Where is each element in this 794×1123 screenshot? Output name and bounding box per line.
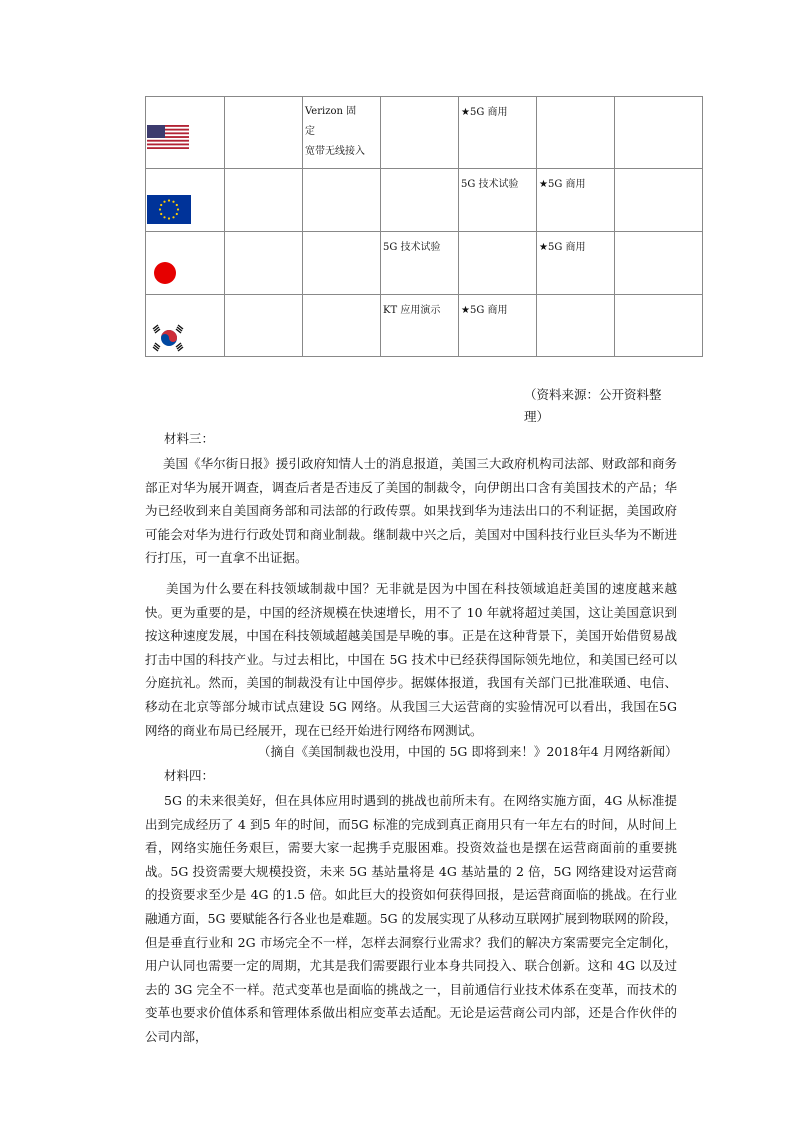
cell-text: Verizon 固	[305, 106, 357, 117]
table-cell	[303, 232, 381, 295]
table-row	[146, 232, 703, 295]
paragraph: 美国《华尔街日报》援引政府知情人士的消息报道，美国三大政府机构司法部、财政部和商务部正对华为展开调查，调查后者是否违反了美国的制裁令，向伊朗出口含有美国技术的产品；华为已经收到来自美国商务部和司法部的行政传票。如果找到华为违法出口的不利证据，美国政府可能会对华为进行行政处罚和商业制裁。继制裁中兴之后，美国对中国科技行业巨头华为不断进行打压，可一直拿不出证据。	[145, 456, 677, 566]
table-row	[146, 169, 703, 232]
table-cell: 5G 技术试验	[459, 169, 537, 232]
table-cell: ★5G 商用	[459, 295, 537, 357]
source-note	[524, 384, 684, 428]
table-cell	[615, 295, 703, 357]
source-line: （资料来源：公开资料整	[524, 387, 662, 402]
table-row	[146, 97, 703, 169]
table-cell	[225, 169, 303, 232]
table-row	[146, 295, 703, 357]
table-cell	[615, 232, 703, 295]
table-cell	[615, 169, 703, 232]
section-heading: 材料三：	[164, 431, 215, 446]
table-cell	[303, 295, 381, 357]
table-cell	[225, 232, 303, 295]
section-heading: 材料四：	[164, 768, 215, 783]
5g-timeline-table	[145, 96, 703, 357]
table-cell	[303, 97, 381, 169]
table-cell	[303, 169, 381, 232]
us-flag-icon	[147, 125, 189, 149]
flag-cell	[146, 97, 225, 169]
table-cell	[537, 295, 615, 357]
cell-text: 宽带无线接入	[305, 146, 365, 157]
table-cell: ★5G 商用	[537, 232, 615, 295]
eu-flag-icon	[147, 195, 191, 224]
flag-cell	[146, 169, 225, 232]
table-cell	[615, 97, 703, 169]
table-cell: ★5G 商用	[537, 169, 615, 232]
korea-flag-icon	[147, 323, 191, 353]
table-cell	[225, 295, 303, 357]
citation: （摘自《美国制裁也没用，中国的 5G 即将到来！》2018年4 月网络新闻）	[258, 744, 678, 759]
table-cell	[381, 169, 459, 232]
flag-cell	[146, 232, 225, 295]
table-cell	[381, 97, 459, 169]
table-cell	[459, 232, 537, 295]
paragraph: 5G 的未来很美好，但在具体应用时遇到的挑战也前所未有。在网络实施方面，4G 从标准提出到完成经历了 4 到5 年的时间，而5G 标准的完成到真正商用只有一年左右的时间，从时间上看，网络实施任务艰巨，需要大家一起携手克服困难。投资效益也是摆在运营商面前的重要挑战。5G 投资需要大规模投资，未来 5G 基站量将是 4G 基站量的 2 倍，5G 网络建设对运营商的投资要求至少是 4G 的1.5 倍。如此巨大的投资如何获得回报，是运营商面临的挑战。在行业融通方面，5G 要赋能各行各业也是难题。5G 的发展实现了从移动互联网扩展到物联网的阶段，但是垂直行业和 2G 市场完全不一样，怎样去洞察行业需求？我们的解决方案需要完全定制化，用户认同也需要一定的周期，尤其是我们需要跟行业本身共同投入、联合创新。这和 4G 以及过去的 3G 完全不一样。范式变革也是面临的挑战之一，目前通信行业技术体系在变革，而技术的变革也要求价值体系和管理体系做出相应变革去适配。无论是运营商公司内部，还是合作伙伴的公司内部，	[145, 793, 677, 1044]
source-line: 理）	[524, 409, 550, 424]
table-cell	[537, 97, 615, 169]
table-cell: KT 应用演示	[381, 295, 459, 357]
paragraph: 美国为什么要在科技领域制裁中国？无非就是因为中国在科技领域追赶美国的速度越来越快。更为重要的是，中国的经济规模在快速增长，用不了 10 年就将超过美国，这让美国意识到按这种速度发展，中国在科技领域超越美国是早晚的事。正是在这种背景下，美国开始借贸易战打击中国的科技产业。与过去相比，中国在 5G 技术中已经获得国际领先地位，和美国已经可以分庭抗礼。然而，美国的制裁没有让中国停步。据媒体报道，我国有关部门已批准联通、电信、移动在北京等部分城市试点建设 5G 网络。从我国三大运营商的实验情况可以看出，我国在5G 网络的商业布局已经展开，现在已经开始进行网络布网测试。	[145, 581, 677, 738]
table-cell: ★5G 商用	[459, 97, 537, 169]
table-cell: 5G 技术试验	[381, 232, 459, 295]
japan-flag-icon	[147, 260, 181, 286]
cell-text: 定	[305, 126, 315, 137]
table-cell	[225, 97, 303, 169]
flag-cell	[146, 295, 225, 357]
